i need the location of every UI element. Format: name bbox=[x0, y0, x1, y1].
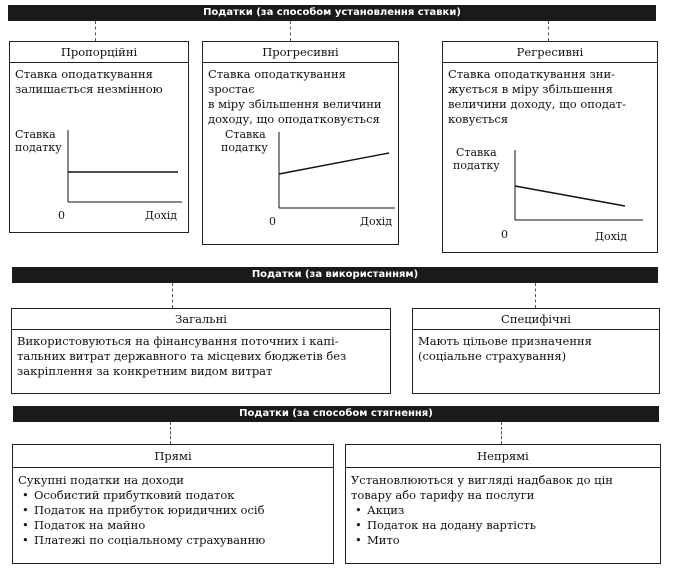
banner-rate-method: Податки (за способом установлення ставки) bbox=[8, 5, 656, 21]
progressive-rate-chart bbox=[203, 128, 398, 240]
direct-taxes-box bbox=[12, 444, 334, 564]
box-description: Використовуються на фінансування поточних і капі- тальних витрат державного та місцевих бюджетів без закріплення за конкретним видом витрат bbox=[17, 334, 347, 378]
y-axis-label: податку bbox=[221, 141, 268, 154]
x-axis-label: Дохід bbox=[360, 215, 393, 228]
proportional-rate-chart bbox=[10, 120, 188, 230]
banner-usage: Податки (за використанням) bbox=[12, 267, 658, 283]
list-item: • Податок на прибуток юридичних осіб bbox=[18, 503, 328, 518]
regressive-rate-chart bbox=[443, 146, 657, 250]
specific-taxes-box bbox=[412, 308, 660, 394]
origin-label: 0 bbox=[501, 228, 508, 241]
box-description: Установлюються у вигляді надбавок до цін товару або тарифу на послуги • Акциз • Податок на додану вартість • Мито bbox=[346, 468, 660, 548]
list-item: • Акциз bbox=[351, 503, 655, 518]
connector-line bbox=[95, 21, 96, 41]
indirect-taxes-list bbox=[351, 503, 655, 548]
connector-line bbox=[535, 283, 536, 308]
y-axis-label: Ставка bbox=[456, 146, 497, 159]
indirect-taxes-box bbox=[345, 444, 661, 564]
connector-line bbox=[548, 21, 549, 41]
list-item: • Податок на майно bbox=[18, 518, 328, 533]
box-description: Ставка оподаткування зростає в міру збільшення величини доходу, що оподатковується bbox=[208, 67, 382, 126]
list-item: • Мито bbox=[351, 533, 655, 548]
box-description: Ставка оподаткування зни- жується в міру збільшення величини доходу, що оподат- ковується bbox=[448, 67, 627, 126]
box-title: Загальні bbox=[12, 309, 390, 330]
list-item: • Податок на додану вартість bbox=[351, 518, 655, 533]
list-item: • Особистий прибутковий податок bbox=[18, 488, 328, 503]
x-axis-label: Дохід bbox=[145, 209, 178, 222]
box-title: Специфічні bbox=[413, 309, 659, 330]
regressive-tax-box bbox=[442, 41, 658, 253]
box-description: Ставка оподаткування залишається незмінною bbox=[15, 67, 163, 96]
general-taxes-box bbox=[11, 308, 391, 394]
x-axis-label: Дохід bbox=[595, 230, 628, 243]
box-title: Регресивні bbox=[443, 42, 657, 63]
box-title: Прогресивні bbox=[203, 42, 398, 63]
origin-label: 0 bbox=[269, 215, 276, 228]
connector-line bbox=[290, 21, 291, 41]
y-axis-label: податку bbox=[453, 159, 500, 172]
connector-line bbox=[172, 283, 173, 308]
origin-label: 0 bbox=[58, 209, 65, 222]
y-axis-label: податку bbox=[15, 141, 62, 154]
connector-line bbox=[501, 422, 502, 444]
connector-line bbox=[170, 422, 171, 444]
direct-taxes-list bbox=[18, 488, 328, 548]
proportional-tax-box bbox=[9, 41, 189, 233]
y-axis-label: Ставка bbox=[225, 128, 266, 141]
y-axis-label: Ставка bbox=[15, 128, 56, 141]
rate-curve bbox=[515, 186, 625, 206]
box-description: Сукупні податки на доходи • Особистий прибутковий податок • Податок на прибуток юридичних осіб • Податок на майно • Платежі по соціальному страхуванню bbox=[13, 468, 333, 548]
rate-curve bbox=[279, 153, 389, 174]
box-title: Пропорційні bbox=[10, 42, 188, 63]
progressive-tax-box bbox=[202, 41, 399, 245]
box-title: Непрямі bbox=[346, 445, 660, 468]
list-item: • Платежі по соціальному страхуванню bbox=[18, 533, 328, 548]
banner-collection: Податки (за способом стягнення) bbox=[13, 406, 659, 422]
box-description: Мають цільове призначення (соціальне страхування) bbox=[418, 334, 592, 363]
box-title: Прямі bbox=[13, 445, 333, 468]
